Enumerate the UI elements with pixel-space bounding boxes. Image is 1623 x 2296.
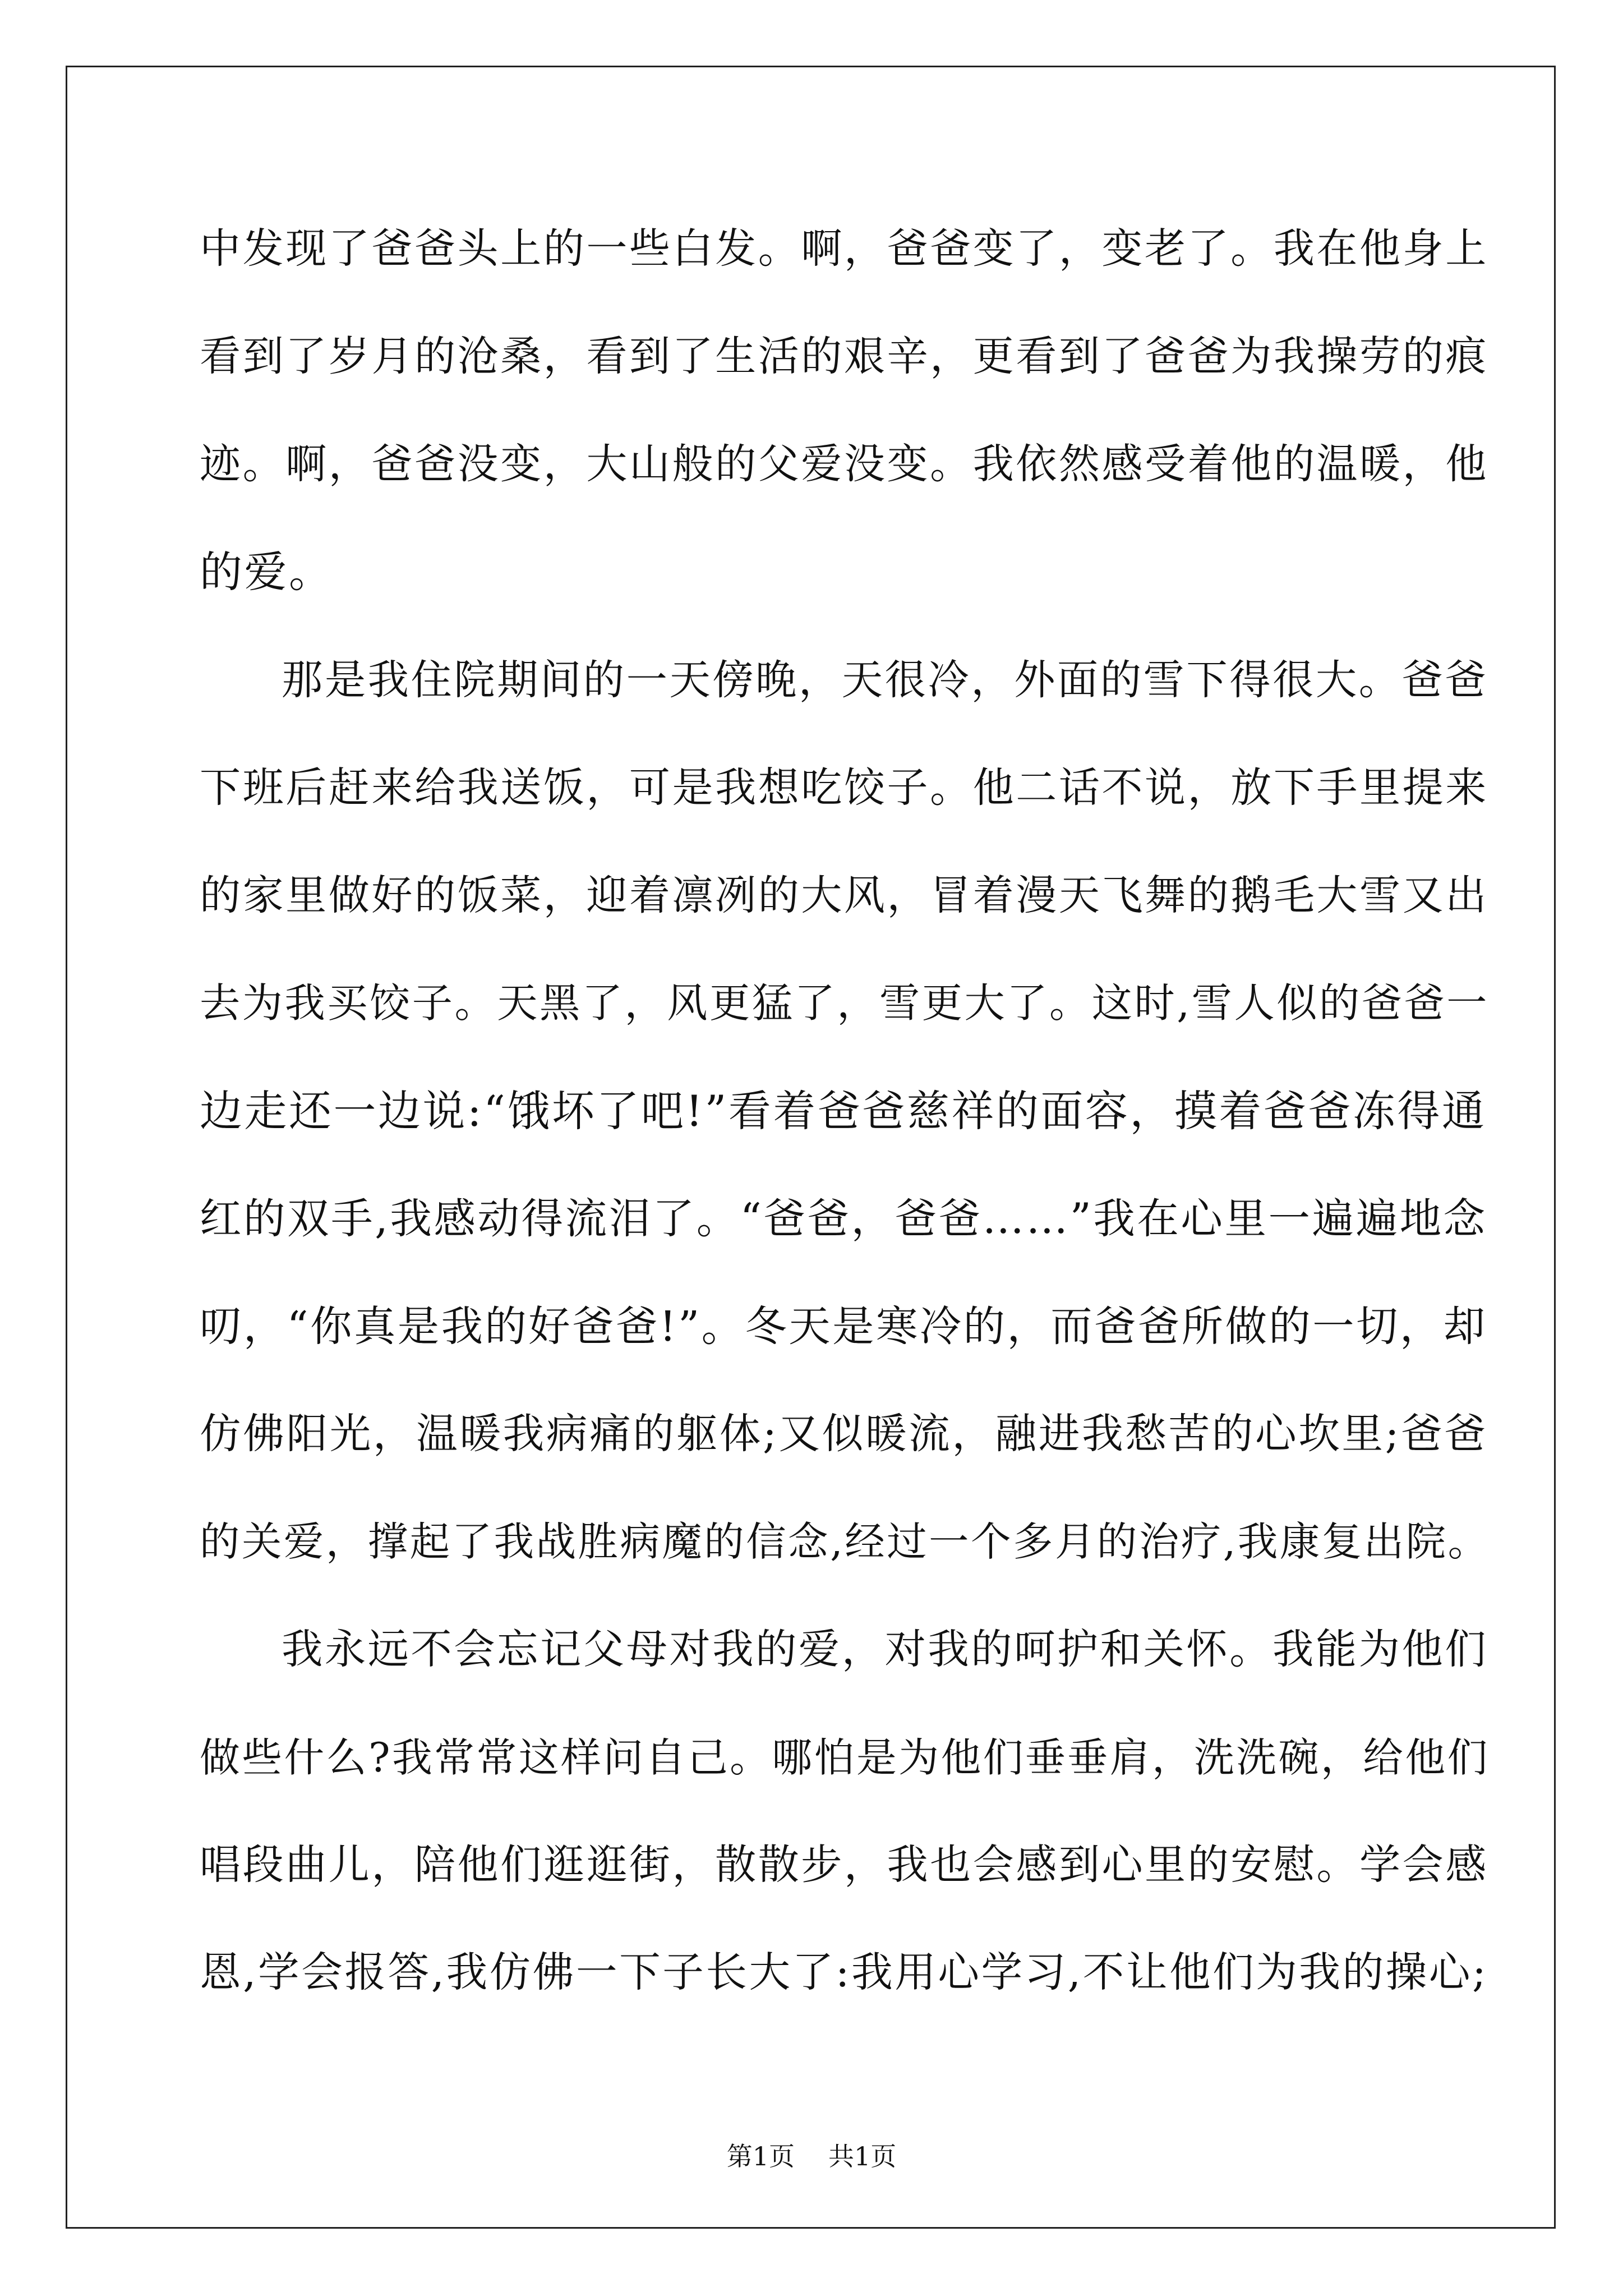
text-line: 迹。啊，爸爸没变，大山般的父爱没变。我依然感受着他的温暖，他 — [200, 440, 1488, 488]
text-line: 的家里做好的饭菜，迎着凛冽的大风，冒着漫天飞舞的鹅毛大雪又出 — [200, 872, 1488, 919]
text-line: 做些什么?我常常这样问自己。哪怕是为他们垂垂肩，洗洗碗，给他们 — [200, 1734, 1490, 1781]
text-line: 边走还一边说:“饿坏了吧!”看着爸爸慈祥的面容，摸着爸爸冻得通 — [200, 1086, 1487, 1136]
text-line: 中发现了爸爸头上的一些白发。啊，爸爸变了，变老了。我在他身上 — [200, 225, 1488, 273]
text-line: 看到了岁月的沧桑，看到了生活的艰辛，更看到了爸爸为我操劳的痕 — [200, 333, 1488, 380]
paragraph-start-line: 那是我住院期间的一天傍晚，天很冷，外面的雪下得很大。爸爸 — [282, 656, 1488, 704]
text-line: 去为我买饺子。天黑了，风更猛了，雪更大了。这时,雪人似的爸爸一 — [200, 980, 1489, 1027]
text-line: 仿佛阳光，温暖我病痛的躯体;又似暖流，融进我愁苦的心坎里;爸爸 — [200, 1410, 1488, 1458]
page-number-total: 共1页 — [828, 2141, 897, 2171]
text-line: 恩,学会报答,我仿佛一下子长大了:我用心学习,不让他们为我的操心; — [200, 1949, 1488, 1996]
page-number-current: 第1页 — [726, 2141, 795, 2171]
page-footer — [0, 2136, 1623, 2173]
paragraph-start-line: 我永远不会忘记父母对我的爱，对我的呵护和关怀。我能为他们 — [282, 1626, 1488, 1673]
text-line: 唱段曲儿，陪他们逛逛街，散散步，我也会感到心里的安慰。学会感 — [200, 1841, 1488, 1889]
text-line: 叨，“你真是我的好爸爸!”。冬天是寒冷的，而爸爸所做的一切，却 — [200, 1302, 1487, 1351]
text-line: 下班后赶来给我送饭，可是我想吃饺子。他二话不说，放下手里提来 — [200, 764, 1488, 812]
text-line: 的爱。 — [200, 547, 334, 597]
text-line: 的关爱，撑起了我战胜病魔的信念,经过一个多月的治疗,我康复出院。 — [200, 1519, 1490, 1565]
text-line: 红的双手,我感动得流泪了。“爸爸，爸爸……”我在心里一遍遍地念 — [200, 1194, 1487, 1243]
